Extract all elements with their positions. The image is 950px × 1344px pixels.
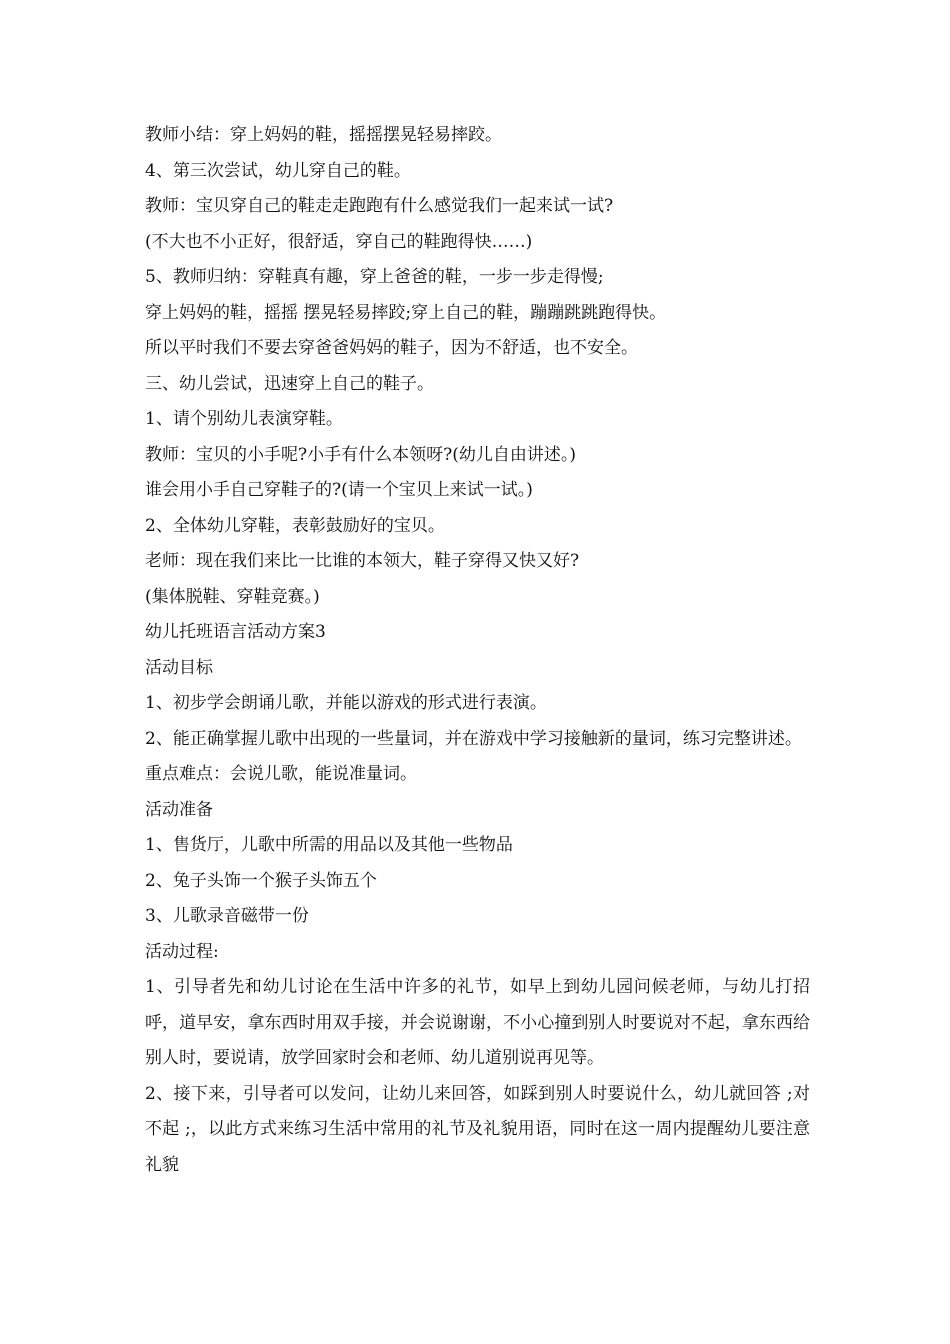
- section-heading: 活动目标: [145, 657, 213, 678]
- paragraph: 1、初步学会朗诵儿歌，并能以游戏的形式进行表演。: [145, 693, 547, 713]
- paragraph: 1、售货厅，儿歌中所需的用品以及其他一些物品: [145, 835, 513, 855]
- paragraph: (不大也不小正好，很舒适，穿自己的鞋跑得快……): [145, 231, 533, 252]
- paragraph: 穿上妈妈的鞋，摇摇 摆晃轻易摔跤;穿上自己的鞋，蹦蹦跳跳跑得快。: [145, 302, 667, 323]
- document-page: [145, 118, 810, 1183]
- paragraph: 2、接下来，引导者可以发问，让幼儿来回答，如踩到别人时要说什么，幼儿就回答 ;对不起 ;，以此方式来练习生活中常用的礼节及礼貌用语，同时在这一周内提醒幼儿要注意礼貌: [145, 1083, 810, 1175]
- paragraph: 3、儿歌录音磁带一份: [145, 906, 309, 926]
- paragraph: 2、兔子头饰一个猴子头饰五个: [145, 870, 377, 891]
- section-heading: 活动过程:: [145, 941, 219, 962]
- paragraph: 教师：宝贝穿自己的鞋走走跑跑有什么感觉我们一起来试一试?: [145, 196, 614, 216]
- paragraph: 教师：宝贝的小手呢?小手有什么本领呀?(幼儿自由讲述。): [145, 444, 576, 465]
- paragraph: (集体脱鞋、穿鞋竞赛。): [145, 586, 320, 607]
- paragraph: 老师：现在我们来比一比谁的本领大，鞋子穿得又快又好?: [145, 551, 580, 571]
- paragraph: 2、全体幼儿穿鞋，表彰鼓励好的宝贝。: [145, 515, 445, 536]
- paragraph: 4、第三次尝试，幼儿穿自己的鞋。: [145, 160, 411, 181]
- section-heading: 活动准备: [145, 799, 213, 820]
- paragraph: 1、引导者先和幼儿讨论在生活中许多的礼节，如早上到幼儿园问候老师，与幼儿打招呼，道早安，拿东西时用双手接，并会说谢谢，不小心撞到别人时要说对不起，拿东西给别人时，要说请，放学回家时会和老师、幼儿道别说再见等。: [145, 977, 810, 1068]
- paragraph: 所以平时我们不要去穿爸爸妈妈的鞋子，因为不舒适，也不安全。: [145, 338, 638, 358]
- paragraph: 教师小结：穿上妈妈的鞋，摇摇摆晃轻易摔跤。: [145, 125, 502, 145]
- paragraph: 重点难点：会说儿歌，能说准量词。: [145, 764, 417, 784]
- paragraph: 5、教师归纳：穿鞋真有趣，穿上爸爸的鞋，一步一步走得慢;: [145, 267, 604, 287]
- paragraph: 1、请个别幼儿表演穿鞋。: [145, 409, 343, 429]
- paragraph: 2、能正确掌握儿歌中出现的一些量词，并在游戏中学习接触新的量词，练习完整讲述。: [145, 728, 802, 749]
- section-heading: 三、幼儿尝试，迅速穿上自己的鞋子。: [145, 373, 434, 394]
- paragraph: 谁会用小手自己穿鞋子的?(请一个宝贝上来试一试。): [145, 480, 533, 500]
- document-title: 幼儿托班语言活动方案3: [145, 622, 326, 642]
